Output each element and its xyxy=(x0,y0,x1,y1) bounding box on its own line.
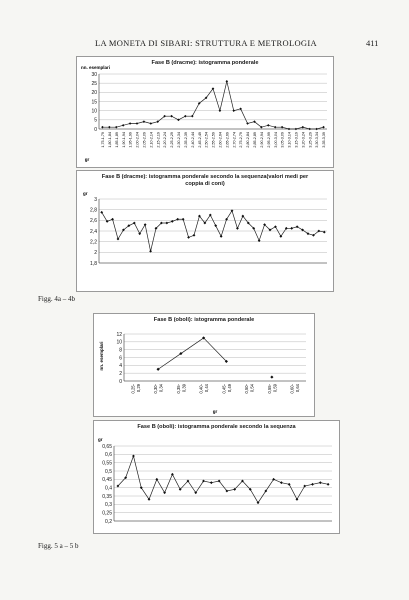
x-tick-label: 2,70-2,74 xyxy=(232,132,237,148)
x-tick-label: 0,34 xyxy=(158,384,164,393)
x-tick-label: 1,85-1,89 xyxy=(114,132,119,148)
data-point xyxy=(129,122,132,125)
data-point xyxy=(220,235,223,238)
chart-fig5a xyxy=(93,313,315,417)
chart-fig4a xyxy=(76,56,334,168)
y-tick-label: 0 xyxy=(94,126,97,133)
x-tick-label: 1,90-1,94 xyxy=(121,132,126,148)
y-tick-label: 0,25 xyxy=(102,510,112,517)
x-tick-label: 2,80-2,84 xyxy=(246,132,251,148)
chart-title: Fase B (dracme): istogramma ponderale xyxy=(151,60,259,66)
x-tick-label: 3,20-3,24 xyxy=(301,132,306,148)
data-point xyxy=(288,128,291,131)
x-tick-label: 0,50- xyxy=(244,384,250,394)
x-tick-label: 1,75-1,79 xyxy=(101,132,106,148)
data-point xyxy=(101,126,104,129)
data-point xyxy=(270,375,273,378)
x-tick-label: 1,95-1,99 xyxy=(128,132,133,148)
x-tick-label: 0,59 xyxy=(272,384,278,393)
y-tick-label: 0 xyxy=(119,378,122,385)
x-tick-label: 0,44 xyxy=(204,384,210,393)
y-tick-label: 0,4 xyxy=(105,485,112,492)
y-tick-label: 2,2 xyxy=(90,239,97,246)
x-tick-label: 2,25-2,29 xyxy=(170,132,175,148)
x-tick-label: 0,45- xyxy=(221,384,227,394)
data-point xyxy=(319,481,322,484)
data-point xyxy=(267,124,270,127)
x-tick-label: 3,30-3,34 xyxy=(315,132,320,148)
data-point xyxy=(187,236,190,239)
x-tick-label: 2,10-2,14 xyxy=(149,132,154,148)
chart-fig4b xyxy=(76,170,334,292)
data-point xyxy=(108,126,111,129)
figure-caption-5: Figg. 5 a – 5 b xyxy=(38,542,79,550)
y-axis-label: gr xyxy=(83,191,88,196)
x-tick-label: 3,05-3,09 xyxy=(280,132,285,148)
y-tick-label: 4 xyxy=(119,363,122,370)
data-point xyxy=(219,109,222,112)
y-tick-label: 25 xyxy=(91,80,97,87)
y-axis-label: nn. esemplari xyxy=(81,65,111,70)
data-point xyxy=(308,128,311,131)
x-tick-label: 0,60- xyxy=(289,384,295,394)
y-tick-label: 2 xyxy=(94,250,97,257)
x-tick-label: 2,05-2,09 xyxy=(142,132,147,148)
y-tick-label: 15 xyxy=(91,99,97,106)
figure-caption-4: Figg. 4a – 4b xyxy=(38,295,75,303)
data-point xyxy=(193,234,196,237)
x-tick-label: 0,55- xyxy=(266,384,272,394)
data-point xyxy=(280,481,283,484)
x-tick-label: 3,10-3,14 xyxy=(287,132,292,148)
data-point xyxy=(246,122,249,125)
x-tick-label: 1,80-1,84 xyxy=(107,132,112,148)
chart-title: Fase B (oboli): istogramma ponderale secondo la sequenza xyxy=(137,424,296,430)
y-tick-label: 12 xyxy=(116,331,122,338)
x-tick-label: 2,50-2,54 xyxy=(204,132,209,148)
running-header: LA MONETA DI SIBARI: STRUTTURA E METROLOGIA xyxy=(95,38,317,48)
x-tick-label: 0,40- xyxy=(198,384,204,394)
x-tick-label: 2,30-2,34 xyxy=(177,132,182,148)
y-tick-label: 2,6 xyxy=(90,218,97,225)
y-tick-label: 5 xyxy=(94,117,97,124)
data-point xyxy=(184,115,187,118)
data-point xyxy=(136,122,139,125)
page-number: 411 xyxy=(366,38,379,48)
y-tick-label: 3 xyxy=(94,196,97,203)
x-tick-label: 3,35-3,39 xyxy=(322,132,327,148)
data-point xyxy=(322,126,325,129)
data-point xyxy=(165,222,168,225)
data-point xyxy=(288,483,291,486)
x-tick-label: 2,45-2,49 xyxy=(197,132,202,148)
y-tick-label: 8 xyxy=(119,347,122,354)
data-point xyxy=(170,115,173,118)
data-point xyxy=(281,126,284,129)
x-tick-label: 2,55-2,59 xyxy=(211,132,216,148)
chart-fig5b xyxy=(93,420,340,534)
x-tick-label: 0,54 xyxy=(249,384,255,393)
chart-plot-fig4a xyxy=(77,57,333,167)
x-tick-label: 3,00-3,04 xyxy=(273,132,278,148)
data-point xyxy=(155,478,158,481)
x-tick-label: 2,95-2,99 xyxy=(266,132,271,148)
chart-plot-fig5a xyxy=(94,314,314,416)
y-tick-label: 0,2 xyxy=(105,518,112,525)
data-point xyxy=(177,119,180,122)
chart-title: Fase B (oboli): istogramma ponderale xyxy=(153,317,255,323)
chart-plot-fig5b xyxy=(94,421,339,533)
x-tick-label: 0,29 xyxy=(135,384,141,393)
data-point xyxy=(214,224,217,227)
y-tick-label: 30 xyxy=(91,71,97,78)
data-point xyxy=(150,122,153,125)
y-tick-label: 10 xyxy=(116,339,122,346)
y-axis-label: gr xyxy=(98,437,103,442)
y-tick-label: 0,55 xyxy=(102,460,112,467)
y-tick-label: 1,8 xyxy=(90,260,97,267)
x-tick-label: 0,35- xyxy=(175,384,181,394)
y-tick-label: 20 xyxy=(91,90,97,97)
x-tick-label: 2,90-2,94 xyxy=(259,132,264,148)
data-point xyxy=(132,455,135,458)
series-line xyxy=(158,338,226,369)
data-point xyxy=(171,473,174,476)
x-tick-label: 2,20-2,24 xyxy=(163,132,168,148)
data-point xyxy=(210,481,213,484)
data-point xyxy=(315,128,318,131)
x-tick-label: 2,85-2,89 xyxy=(253,132,258,148)
x-tick-label: 2,75-2,79 xyxy=(239,132,244,148)
data-point xyxy=(115,126,118,129)
x-tick-label: 2,40-2,44 xyxy=(190,132,195,148)
x-tick-label: 2,00-2,04 xyxy=(135,132,140,148)
x-tick-label: 0,49 xyxy=(226,384,232,393)
data-point xyxy=(290,227,293,230)
y-tick-label: 0,35 xyxy=(102,493,112,500)
x-tick-label: 2,65-2,69 xyxy=(225,132,230,148)
y-tick-label: 10 xyxy=(91,108,97,115)
x-tick-label: 0,30- xyxy=(153,384,159,394)
data-point xyxy=(133,222,136,225)
data-point xyxy=(236,227,239,230)
data-point xyxy=(239,108,242,111)
x-axis-label: gr xyxy=(212,409,218,414)
data-point xyxy=(296,498,299,501)
chart-plot-fig4b xyxy=(77,171,333,291)
y-tick-label: 0,3 xyxy=(105,502,112,509)
x-tick-label: 3,25-3,29 xyxy=(308,132,313,148)
x-tick-label: 0,39 xyxy=(181,384,187,393)
y-tick-label: 2,8 xyxy=(90,207,97,214)
y-tick-label: 2,4 xyxy=(90,228,97,235)
x-tick-label: 2,15-2,19 xyxy=(156,132,161,148)
y-axis-label: nn. esemplari xyxy=(99,341,104,371)
data-point xyxy=(163,491,166,494)
data-point xyxy=(295,128,298,131)
data-point xyxy=(327,483,330,486)
x-tick-label: 2,60-2,64 xyxy=(218,132,223,148)
y-tick-label: 0,6 xyxy=(105,452,112,459)
y-tick-label: 0,5 xyxy=(105,468,112,475)
y-tick-label: 0,45 xyxy=(102,477,112,484)
x-tick-label: 0,25- xyxy=(130,384,136,394)
y-tick-label: 2 xyxy=(119,370,122,377)
data-point xyxy=(122,124,125,127)
x-tick-label: 0,64 xyxy=(295,384,301,393)
data-point xyxy=(302,126,305,129)
data-point xyxy=(274,126,277,129)
x-tick-label: 3,15-3,19 xyxy=(294,132,299,148)
y-tick-label: 0,65 xyxy=(102,443,112,450)
data-point xyxy=(232,109,235,112)
x-tick-label: 2,35-2,39 xyxy=(183,132,188,148)
data-point xyxy=(226,80,229,83)
y-tick-label: 6 xyxy=(119,355,122,362)
data-point xyxy=(143,120,146,123)
data-point xyxy=(311,483,314,486)
data-point xyxy=(303,485,306,488)
data-point xyxy=(191,115,194,118)
chart-title: Fase B (dracme): istogramma ponderale secondo la sequenza(valori medi per coppia di coni) xyxy=(101,174,309,187)
x-axis-label: gr xyxy=(84,157,90,162)
